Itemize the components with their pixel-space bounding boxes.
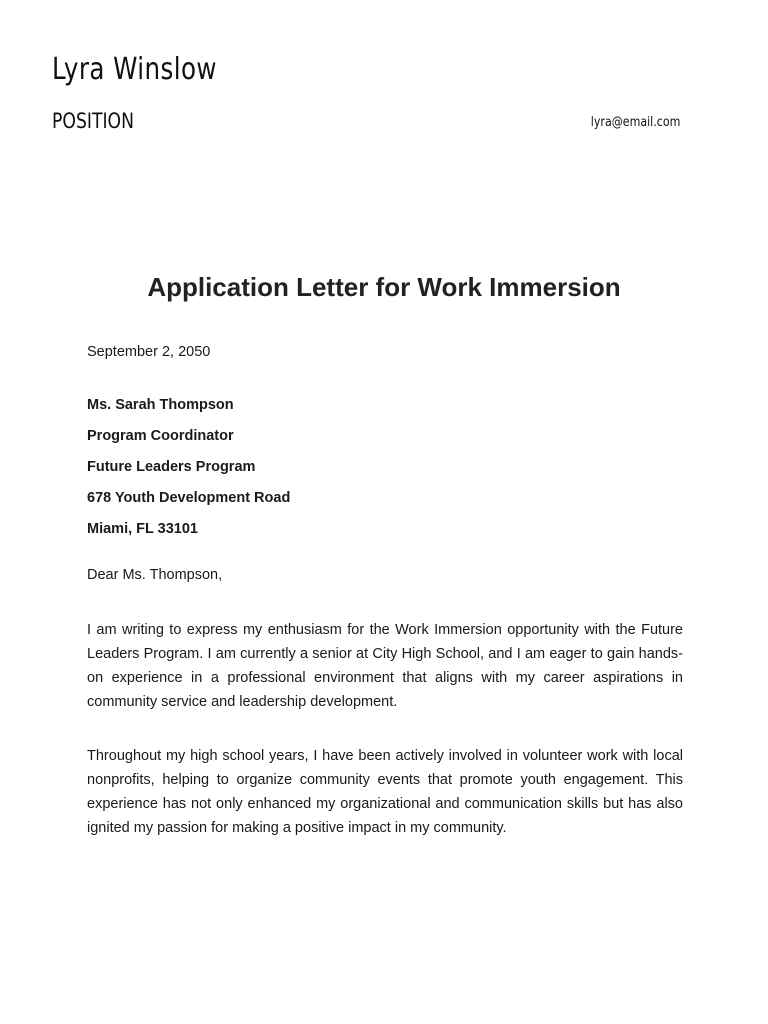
recipient-role: Program Coordinator (87, 428, 234, 444)
body-paragraph-1: I am writing to express my enthusiasm for the Work Immersion opportunity with the Future Leaders Program. I am currently a senior at City High School, and I am eager to gain hands-on experience in a professional environment that aligns with my career aspirations in community service and leadership development. (87, 622, 683, 710)
sender-position: POSITION (52, 109, 134, 133)
recipient-city: Miami, FL 33101 (87, 521, 198, 537)
letterhead (0, 0, 768, 260)
salutation: Dear Ms. Thompson, (87, 567, 223, 583)
sender-email: lyra@email.com (590, 115, 680, 130)
sender-name: Lyra Winslow (52, 52, 217, 87)
recipient-name: Ms. Sarah Thompson (87, 397, 234, 413)
letter-date: September 2, 2050 (87, 344, 211, 360)
body-paragraph-2: Throughout my high school years, I have been actively involved in volunteer work with local nonprofits, helping to organize community events that promote youth engagement. This experience has not only enhanced my organizational and communication skills but has also ignited my passion for making a positive impact in my community. (87, 748, 683, 836)
letter-body (87, 341, 683, 870)
recipient-organization: Future Leaders Program (87, 459, 256, 475)
recipient-block (87, 394, 683, 540)
recipient-street: 678 Youth Development Road (87, 490, 291, 506)
letter-title: Application Letter for Work Immersion (147, 272, 621, 302)
